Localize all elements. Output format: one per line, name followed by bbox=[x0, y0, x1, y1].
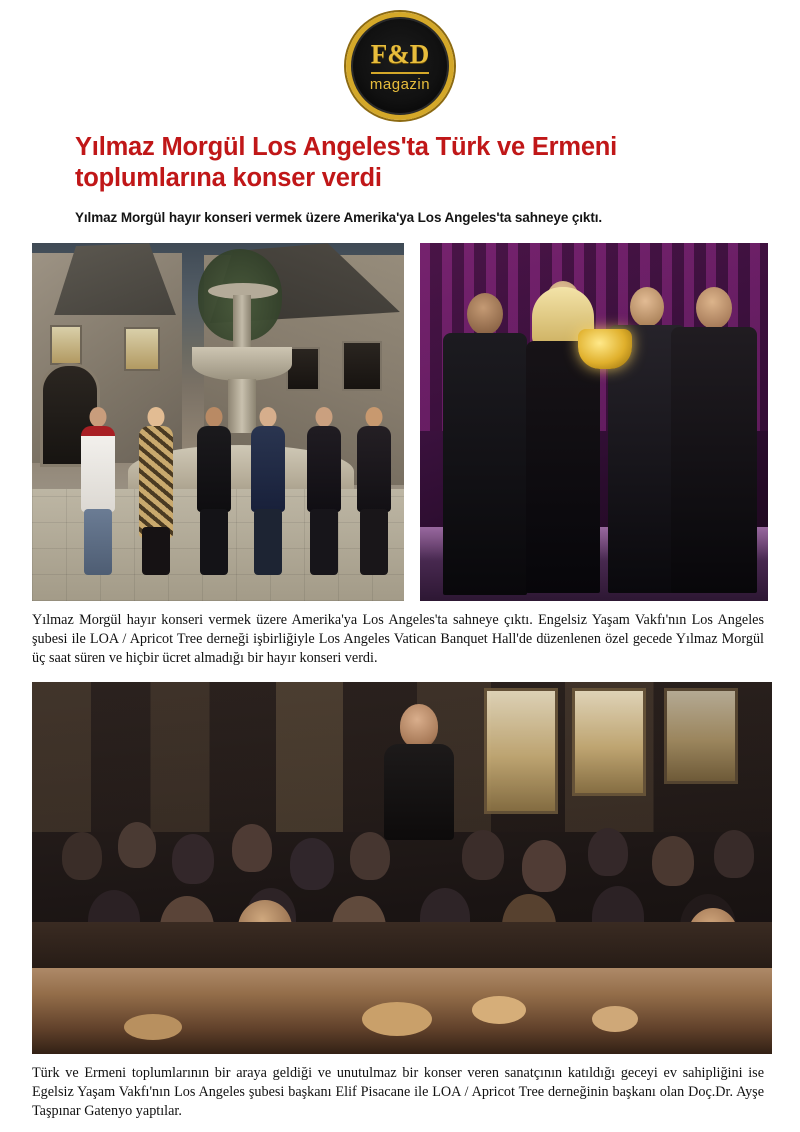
article-subheadline: Yılmaz Morgül hayır konseri vermek üzere Amerika'ya Los Angeles'ta sahneye çıktı. bbox=[75, 210, 603, 226]
person-figure bbox=[194, 407, 234, 575]
person-figure bbox=[670, 287, 758, 593]
person-figure bbox=[136, 407, 176, 575]
logo-divider bbox=[371, 72, 429, 74]
group-photo-courtyard bbox=[32, 243, 404, 601]
logo-title: F&D bbox=[370, 38, 430, 69]
logo-container bbox=[30, 0, 770, 130]
person-figure bbox=[442, 293, 528, 593]
singer-figure bbox=[400, 704, 438, 748]
person-figure bbox=[78, 407, 118, 575]
person-figure bbox=[524, 281, 602, 593]
article-paragraph-2: Türk ve Ermeni toplumlarının bir araya geldiği ve unutulmaz bir konser veren sanatçının katıldığı geceyi ev sahipliğini ise Egelsiz Yaşam Vakfı'nın Los Angeles şubesi başkanı Elif Pisacane ile LOA / Apricot Tree derneğinin başkanı olan Doç.Dr. Ayşe Taşpınar Gatenyo yaptılar. bbox=[32, 1064, 764, 1119]
table-centerpiece bbox=[362, 1002, 432, 1036]
table-centerpiece bbox=[592, 1006, 638, 1032]
top-photo-row bbox=[32, 225, 768, 601]
table-centerpiece bbox=[472, 996, 526, 1024]
award-presentation-photo bbox=[420, 243, 768, 601]
page-title: Yılmaz Morgül Los Angeles'ta Türk ve Ermeni toplumlarına konser verdi bbox=[75, 133, 618, 193]
person-figure bbox=[248, 407, 288, 575]
person-figure bbox=[304, 407, 344, 575]
logo-subtitle: magazin bbox=[369, 75, 431, 93]
audience-concert-photo bbox=[32, 682, 772, 1054]
fd-magazin-logo bbox=[346, 12, 454, 120]
person-figure bbox=[354, 407, 394, 575]
article-paragraph-1: Yılmaz Morgül hayır konseri vermek üzere Amerika'ya Los Angeles'ta sahneye çıktı. Engelsiz Yaşam Vakfı'nın Los Angeles şubesi ile LOA / Apricot Tree derneği işbirliğiyle Los Angeles Vatican Banquet Hall'de düzenlenen özel gecede Yılmaz Morgül üç saat süren ve hiçbir ücret almadığı bir hayır konseri verdi. bbox=[32, 612, 764, 666]
trophy-icon bbox=[578, 329, 632, 369]
table-centerpiece bbox=[124, 1014, 182, 1040]
